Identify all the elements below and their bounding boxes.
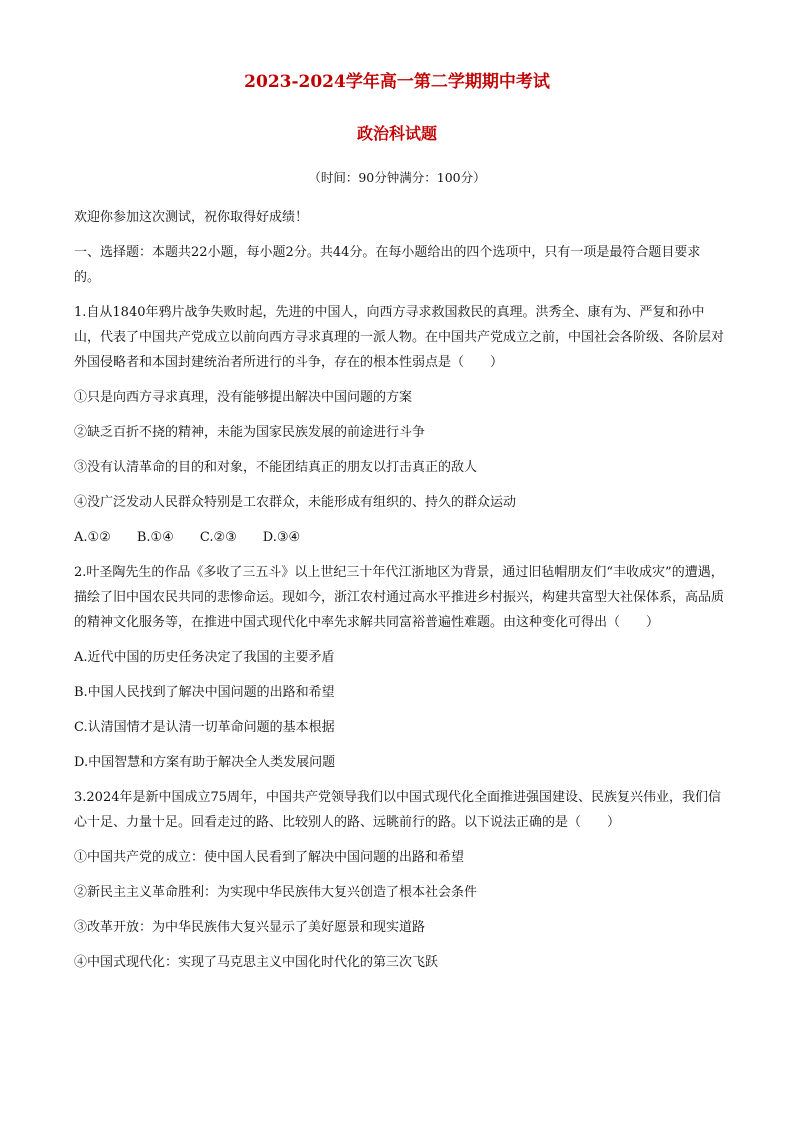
exam-content <box>74 205 724 985</box>
question-1-statement-1: ①只是向西方寻求真理，没有能够提出解决中国问题的方案 <box>74 390 413 405</box>
question-2-option-a: A.近代中国的历史任务决定了我国的主要矛盾 <box>74 650 335 665</box>
question-3-statement-3: ③改革开放：为中华民族伟大复兴显示了美好愿景和现实道路 <box>74 920 426 935</box>
question-2-option-c: C.认清国情才是认清一切革命问题的基本根据 <box>74 720 335 735</box>
question-3-statement-2: ②新民主主义革命胜利：为实现中华民族伟大复兴创造了根本社会条件 <box>74 885 478 900</box>
question-2-option-d: D.中国智慧和方案有助于解决全人类发展问题 <box>74 755 336 770</box>
question-2-stem: 2.叶圣陶先生的作品《多收了三五斗》以上世纪三十年代江浙地区为背景，通过旧毡帽朋友们“丰收成灾”的遭遇，描绘了旧中国农民共同的悲惨命运。现如今，浙江农村通过高水平推进乡村振兴，构建共富型大社保体系，高品质的精神文化服务等，在推进中国式现代化中率先求解共同富裕普遍性难题。由这种变化可得出（ ） <box>74 565 725 630</box>
question-1-option-a: A.①② <box>74 530 111 545</box>
question-1-statement-4: ④没广泛发动人民群众特别是工农群众，未能形成有组织的、持久的群众运动 <box>74 495 517 510</box>
question-3-statement-4: ④中国式现代化：实现了马克思主义中国化时代化的第三次飞跃 <box>74 955 439 970</box>
question-1-options <box>74 525 724 550</box>
question-1-option-b: B.①④ <box>136 530 174 545</box>
question-1-option-d: D.③④ <box>262 530 301 545</box>
exam-subject: 政治科试题 <box>356 124 437 143</box>
question-1-statement-3: ③没有认清革命的目的和对象，不能团结真正的朋友以打击真正的敌人 <box>74 460 478 475</box>
exam-time-score: （时间：90分钟满分：100分） <box>308 170 486 185</box>
exam-title: 2023-2024学年高一第二学期期中考试 <box>244 72 550 92</box>
question-2-option-b: B.中国人民找到了解决中国问题的出路和希望 <box>74 685 335 700</box>
question-1-option-c: C.②③ <box>199 530 237 545</box>
question-1-statement-2: ②缺乏百折不挠的精神，未能为国家民族发展的前途进行斗争 <box>74 425 426 440</box>
section-instructions: 一、选择题：本题共22小题，每小题2分。共44分。在每小题给出的四个选项中，只有一项是最符合题目要求的。 <box>74 245 701 285</box>
question-3-stem: 3.2024年是新中国成立75周年，中国共产党领导我们以中国式现代化全面推进强国建设、民族复兴伟业，我们信心十足、力量十足。回看走过的路、比较别人的路、远眺前行的路。以下说法正确的是（ ） <box>74 790 722 830</box>
question-1-stem: 1.自从1840年鸦片战争失败时起，先进的中国人，向西方寻求救国救民的真理。洪秀全、康有为、严复和孙中山，代表了中国共产党成立以前向西方寻求真理的一派人物。在中国共产党成立之前，中国社会各阶级、各阶层对外国侵略者和本国封建统治者所进行的斗争，存在的根本性弱点是（ ） <box>74 305 725 370</box>
greeting: 欢迎你参加这次测试，祝你取得好成绩！ <box>74 210 309 225</box>
question-3-statement-1: ①中国共产党的成立：使中国人民看到了解决中国问题的出路和希望 <box>74 850 465 865</box>
